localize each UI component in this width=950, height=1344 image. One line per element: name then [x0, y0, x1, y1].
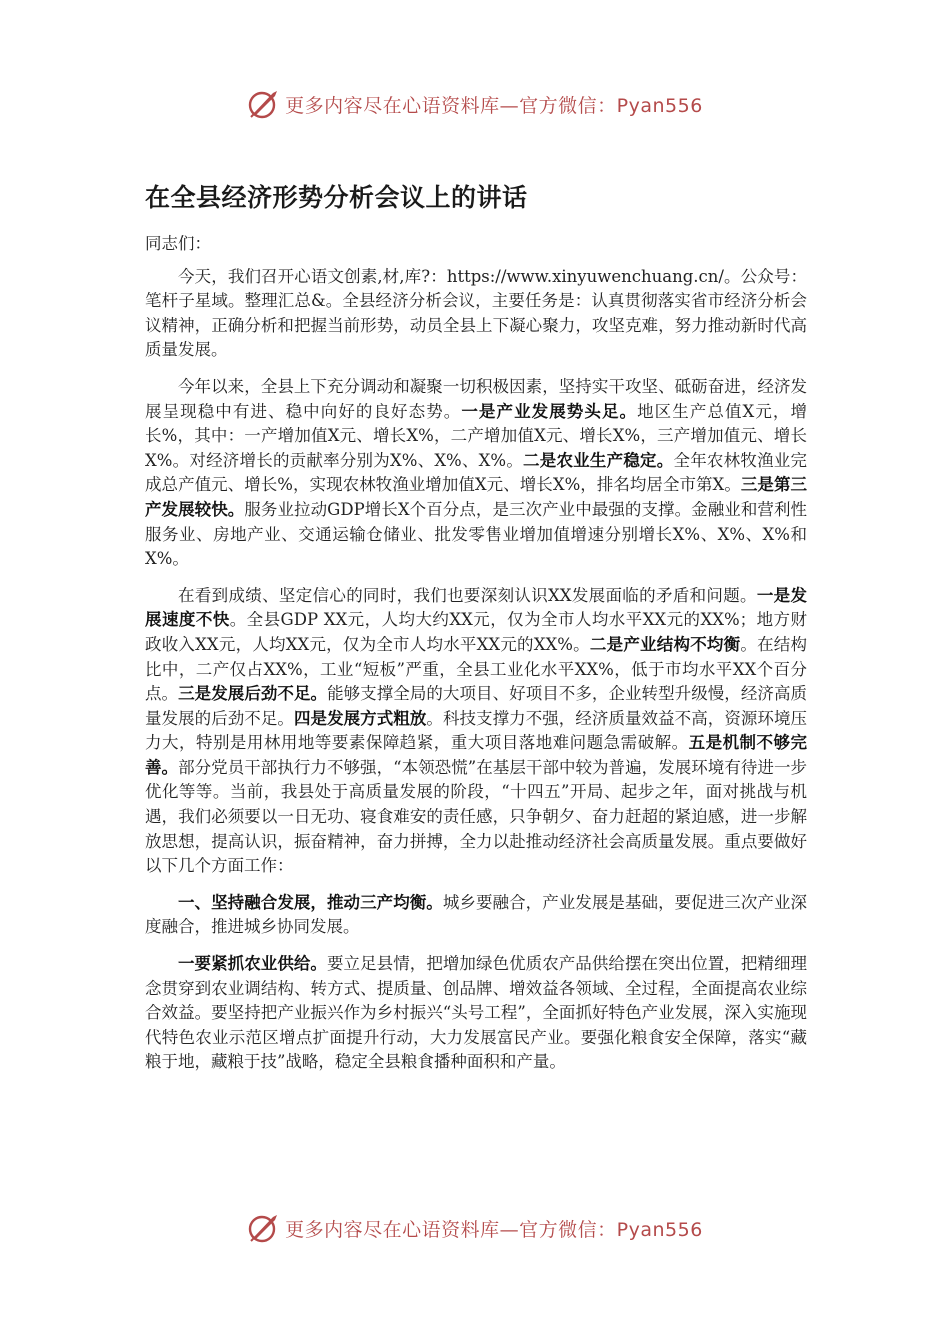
text-segment: 能够支撑全局的大项目、好项目不多，企业转型升级慢，经济高质量发展的后劲不足。 [145, 684, 808, 728]
text-segment: 在看到成绩、坚定信心的同时，我们也要深刻认识XX发展面临的矛盾和问题。 [178, 585, 757, 605]
quill-pen-logo-icon [247, 1211, 281, 1245]
text-segment: 地区生产总值X元，增长%，其中：一产增加值X元、增长X%，二产增加值X元、增长X%，三产增加值元、增长X%。对经济增长的贡献率分别为X%、X%、X%。 [145, 401, 808, 470]
wechat-id: Pyan556 [616, 1218, 703, 1241]
bold-heading: 四是发展方式粗放 [293, 708, 427, 728]
banner-text [285, 91, 703, 118]
paragraph-4 [145, 891, 807, 940]
paragraph-1: 今天，我们召开心语文创素,材,库?：https://www.xinyuwenchuang.cn/。公众号：笔杆子星域。整理汇总&。全县经济分析会议，主要任务是：认真贯彻落实省市经济分析会议精神，正确分析和把握当前形势，动员全县上下凝心聚力，攻坚克难，努力推动新时代高质量发展。 [145, 266, 807, 360]
text-segment: 服务业拉动GDP增长X个百分点，是三次产业中最强的支撑。金融业和营利性服务业、房地产业、交通运输仓储业、批发零售业增加值增速分别增长X%、X%、X%和X%。 [145, 499, 807, 569]
text-segment: 。全县GDP XX元，人均大约XX元，仅为全市人均水平XX元的XX%；地方财政收入XX元，人均XX元，仅为全市人均水平XX元的XX%。 [145, 610, 807, 654]
paragraph-3 [145, 584, 807, 879]
document-body [145, 178, 807, 1087]
banner-text [285, 1215, 703, 1242]
document-title: 在全县经济形势分析会议上的讲话 [145, 183, 528, 212]
paragraph-5 [145, 952, 807, 1075]
text-segment: 部分党员干部执行力不够强，“本领恐慌”在基层干部中较为普遍，发展环境有待进一步优化等等。当前，我县处于高质量发展的阶段，“十四五”开局、起步之年，面对挑战与机遇，我们必须要以一日无功、寝食难安的责任感，只争朝夕、奋力赶超的紧迫感，进一步解放思想，提高认识，振奋精神，奋力拼搏，全力以赴推动经济社会高质量发展。重点要做好以下几个方面工作： [145, 757, 808, 876]
section-heading: 一、坚持融合发展，推动三产均衡。 [178, 892, 443, 912]
bold-heading: 三是第三产发展较快。 [145, 475, 807, 519]
quill-pen-logo-icon [247, 87, 281, 121]
text-segment: 。在结构比中，二产仅占XX%，工业“短板”严重，全县工业化水平XX%，低于市均水平XX个百分点。 [145, 634, 808, 704]
header-banner [0, 86, 950, 122]
bold-heading: 二是农业生产稳定。 [523, 450, 674, 470]
banner-label: 更多内容尽在心语资料库—官方微信： [285, 1218, 617, 1241]
bold-heading: 五是机制不够完善。 [145, 733, 808, 777]
text-segment: 。科技支撑力不强，经济质量效益不高，资源环境压力大，特别是用林用地等要素保障趋紧，重大项目落地难问题急需破解。 [145, 708, 808, 753]
banner-label: 更多内容尽在心语资料库—官方微信： [285, 94, 617, 117]
text-segment: 城乡要融合，产业发展是基础，要促进三次产业深度融合，推进城乡协同发展。 [145, 892, 808, 937]
wechat-id: Pyan556 [616, 94, 703, 117]
text-segment: 今年以来，全县上下充分调动和凝聚一切积极因素，坚持实干攻坚、砥砺奋进，经济发展呈现稳中有进、稳中向好的良好态势。 [145, 376, 807, 421]
bold-heading: 二是产业结构不均衡 [589, 634, 741, 654]
text-segment: 要立足县情，把增加绿色优质农产品供给摆在突出位置，把精细理念贯穿到农业调结构、转方式、提质量、创品牌、增效益各领域、全过程，全面提高农业综合效益。要坚持把产业振兴作为乡村振兴“头号工程”，全面抓好特色产业发展，深入实施现代特色农业示范区增点扩面提升行动，大力发展富民产业。要强化粮食安全保障，落实“藏粮于地，藏粮于技”战略，稳定全县粮食播种面积和产量。 [145, 954, 808, 1072]
paragraph-2 [145, 375, 807, 572]
footer-banner [0, 1210, 950, 1246]
greeting: 同志们： [145, 234, 211, 253]
bold-heading: 一是发展速度不快 [145, 585, 807, 630]
text-segment: 全年农林牧渔业完成总产值元、增长%，实现农林牧渔业增加值X元、增长X%，排名均居全市第X。 [145, 450, 808, 495]
bold-heading: 一要紧抓农业供给。 [178, 954, 327, 974]
bold-heading: 一是产业发展势头足。 [461, 401, 638, 421]
bold-heading: 三是发展后劲不足。 [178, 684, 328, 704]
